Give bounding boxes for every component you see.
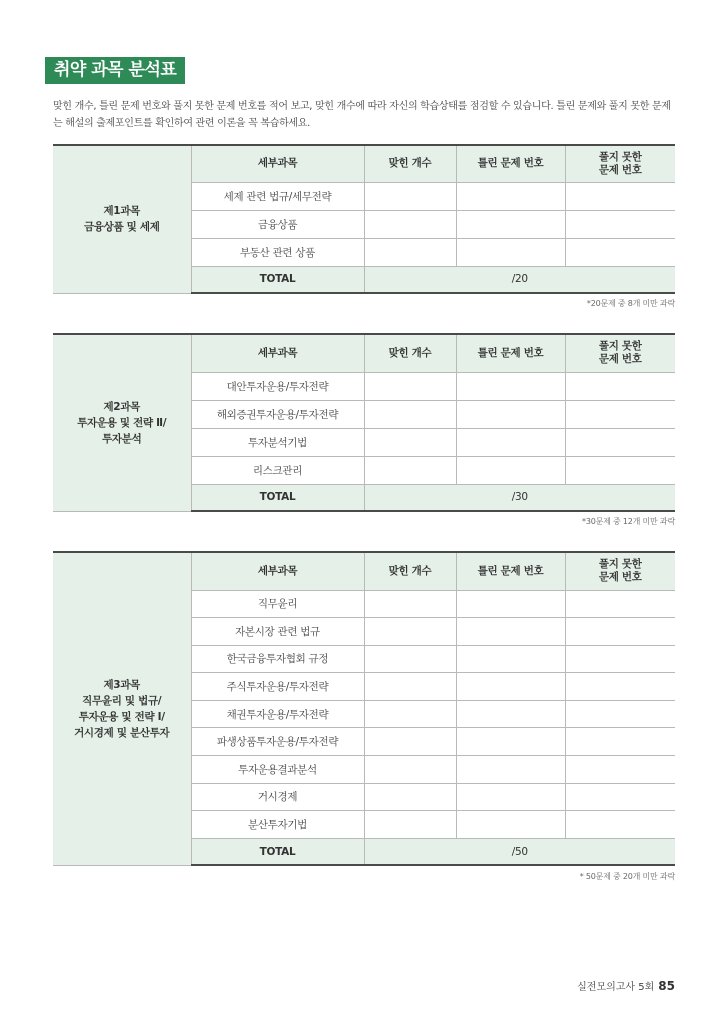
header-correct: 맞힌 개수: [364, 552, 456, 590]
intro-text: 맞힌 개수, 틀린 문제 번호와 풀지 못한 문제 번호를 적어 보고, 맞힌 개수에 따라 자신의 학습상태를 점검할 수 있습니다. 틀린 문제와 풀지 못한 문제는 해설의 출제포인트를 확인하여 관련 이론을 꼭 복습하세요.: [53, 101, 671, 129]
header-wrong: 틀린 문제 번호: [456, 145, 565, 182]
unsolved-numbers-cell[interactable]: [565, 456, 675, 484]
correct-count-cell[interactable]: [364, 210, 456, 238]
wrong-numbers-cell[interactable]: [456, 210, 565, 238]
page-title: 취약 과목 분석표: [45, 57, 185, 84]
total-label: TOTAL: [191, 838, 364, 865]
wrong-numbers-cell[interactable]: [456, 372, 565, 400]
detail-item: 거시경제: [191, 783, 364, 811]
header-wrong: 틀린 문제 번호: [456, 334, 565, 372]
analysis-table-1: [53, 144, 675, 294]
detail-item: 금융상품: [191, 210, 364, 238]
detail-item: 해외증권투자운용/투자전략: [191, 400, 364, 428]
correct-count-cell[interactable]: [364, 400, 456, 428]
detail-item: 주식투자운용/투자전략: [191, 673, 364, 701]
detail-item: 한국금융투자협회 규정: [191, 645, 364, 673]
unsolved-numbers-cell[interactable]: [565, 210, 675, 238]
header-unsolved: 풀지 못한 문제 번호: [565, 145, 675, 182]
header-detail: 세부과목: [191, 334, 364, 372]
correct-count-cell[interactable]: [364, 456, 456, 484]
unsolved-numbers-cell[interactable]: [565, 182, 675, 210]
detail-item: 분산투자기법: [191, 811, 364, 839]
fail-note: *30문제 중 12개 미만 과락: [582, 517, 675, 526]
wrong-numbers-cell[interactable]: [456, 456, 565, 484]
detail-item: 세제 관련 법규/세무전략: [191, 182, 364, 210]
correct-count-cell[interactable]: [364, 728, 456, 756]
unsolved-numbers-cell[interactable]: [565, 756, 675, 784]
wrong-numbers-cell[interactable]: [456, 590, 565, 618]
wrong-numbers-cell[interactable]: [456, 428, 565, 456]
wrong-numbers-cell[interactable]: [456, 673, 565, 701]
total-value: /20: [364, 266, 675, 293]
detail-item: 투자분석기법: [191, 428, 364, 456]
fail-note: *20문제 중 8개 미만 과락: [586, 299, 675, 308]
detail-item: 부동산 관련 상품: [191, 238, 364, 266]
wrong-numbers-cell[interactable]: [456, 728, 565, 756]
footer-label: 실전모의고사 5회: [577, 982, 655, 993]
unsolved-numbers-cell[interactable]: [565, 783, 675, 811]
correct-count-cell[interactable]: [364, 618, 456, 646]
correct-count-cell[interactable]: [364, 182, 456, 210]
subject-cell: 제2과목 투자운용 및 전략 Ⅱ/ 투자분석: [53, 334, 191, 511]
correct-count-cell[interactable]: [364, 372, 456, 400]
total-value: /30: [364, 484, 675, 511]
wrong-numbers-cell[interactable]: [456, 756, 565, 784]
header-correct: 맞힌 개수: [364, 334, 456, 372]
subject-cell: 제3과목 직무윤리 및 법규/ 투자운용 및 전략 Ⅰ/ 거시경제 및 분산투자: [53, 552, 191, 865]
correct-count-cell[interactable]: [364, 645, 456, 673]
fail-note: * 50문제 중 20개 미만 과락: [579, 872, 675, 881]
correct-count-cell[interactable]: [364, 811, 456, 839]
total-label: TOTAL: [191, 484, 364, 511]
unsolved-numbers-cell[interactable]: [565, 700, 675, 728]
analysis-table-3: [53, 551, 675, 866]
detail-item: 파생상품투자운용/투자전략: [191, 728, 364, 756]
header-wrong: 틀린 문제 번호: [456, 552, 565, 590]
analysis-table-2: [53, 333, 675, 512]
wrong-numbers-cell[interactable]: [456, 618, 565, 646]
unsolved-numbers-cell[interactable]: [565, 400, 675, 428]
correct-count-cell[interactable]: [364, 673, 456, 701]
header-unsolved: 풀지 못한 문제 번호: [565, 334, 675, 372]
header-unsolved: 풀지 못한 문제 번호: [565, 552, 675, 590]
detail-item: 직무윤리: [191, 590, 364, 618]
total-label: TOTAL: [191, 266, 364, 293]
unsolved-numbers-cell[interactable]: [565, 673, 675, 701]
header-detail: 세부과목: [191, 145, 364, 182]
wrong-numbers-cell[interactable]: [456, 783, 565, 811]
detail-item: 리스크관리: [191, 456, 364, 484]
correct-count-cell[interactable]: [364, 783, 456, 811]
unsolved-numbers-cell[interactable]: [565, 645, 675, 673]
correct-count-cell[interactable]: [364, 238, 456, 266]
total-value: /50: [364, 838, 675, 865]
unsolved-numbers-cell[interactable]: [565, 428, 675, 456]
detail-item: 투자운용결과분석: [191, 756, 364, 784]
detail-item: 대안투자운용/투자전략: [191, 372, 364, 400]
unsolved-numbers-cell[interactable]: [565, 728, 675, 756]
unsolved-numbers-cell[interactable]: [565, 590, 675, 618]
page-footer: [577, 978, 675, 993]
unsolved-numbers-cell[interactable]: [565, 618, 675, 646]
unsolved-numbers-cell[interactable]: [565, 811, 675, 839]
header-correct: 맞힌 개수: [364, 145, 456, 182]
detail-item: 자본시장 관련 법규: [191, 618, 364, 646]
subject-cell: 제1과목 금융상품 및 세제: [53, 145, 191, 293]
correct-count-cell[interactable]: [364, 700, 456, 728]
header-detail: 세부과목: [191, 552, 364, 590]
correct-count-cell[interactable]: [364, 756, 456, 784]
page-number: 85: [658, 979, 675, 993]
unsolved-numbers-cell[interactable]: [565, 238, 675, 266]
wrong-numbers-cell[interactable]: [456, 400, 565, 428]
unsolved-numbers-cell[interactable]: [565, 372, 675, 400]
correct-count-cell[interactable]: [364, 590, 456, 618]
wrong-numbers-cell[interactable]: [456, 182, 565, 210]
detail-item: 채권투자운용/투자전략: [191, 700, 364, 728]
wrong-numbers-cell[interactable]: [456, 645, 565, 673]
wrong-numbers-cell[interactable]: [456, 700, 565, 728]
correct-count-cell[interactable]: [364, 428, 456, 456]
wrong-numbers-cell[interactable]: [456, 238, 565, 266]
wrong-numbers-cell[interactable]: [456, 811, 565, 839]
